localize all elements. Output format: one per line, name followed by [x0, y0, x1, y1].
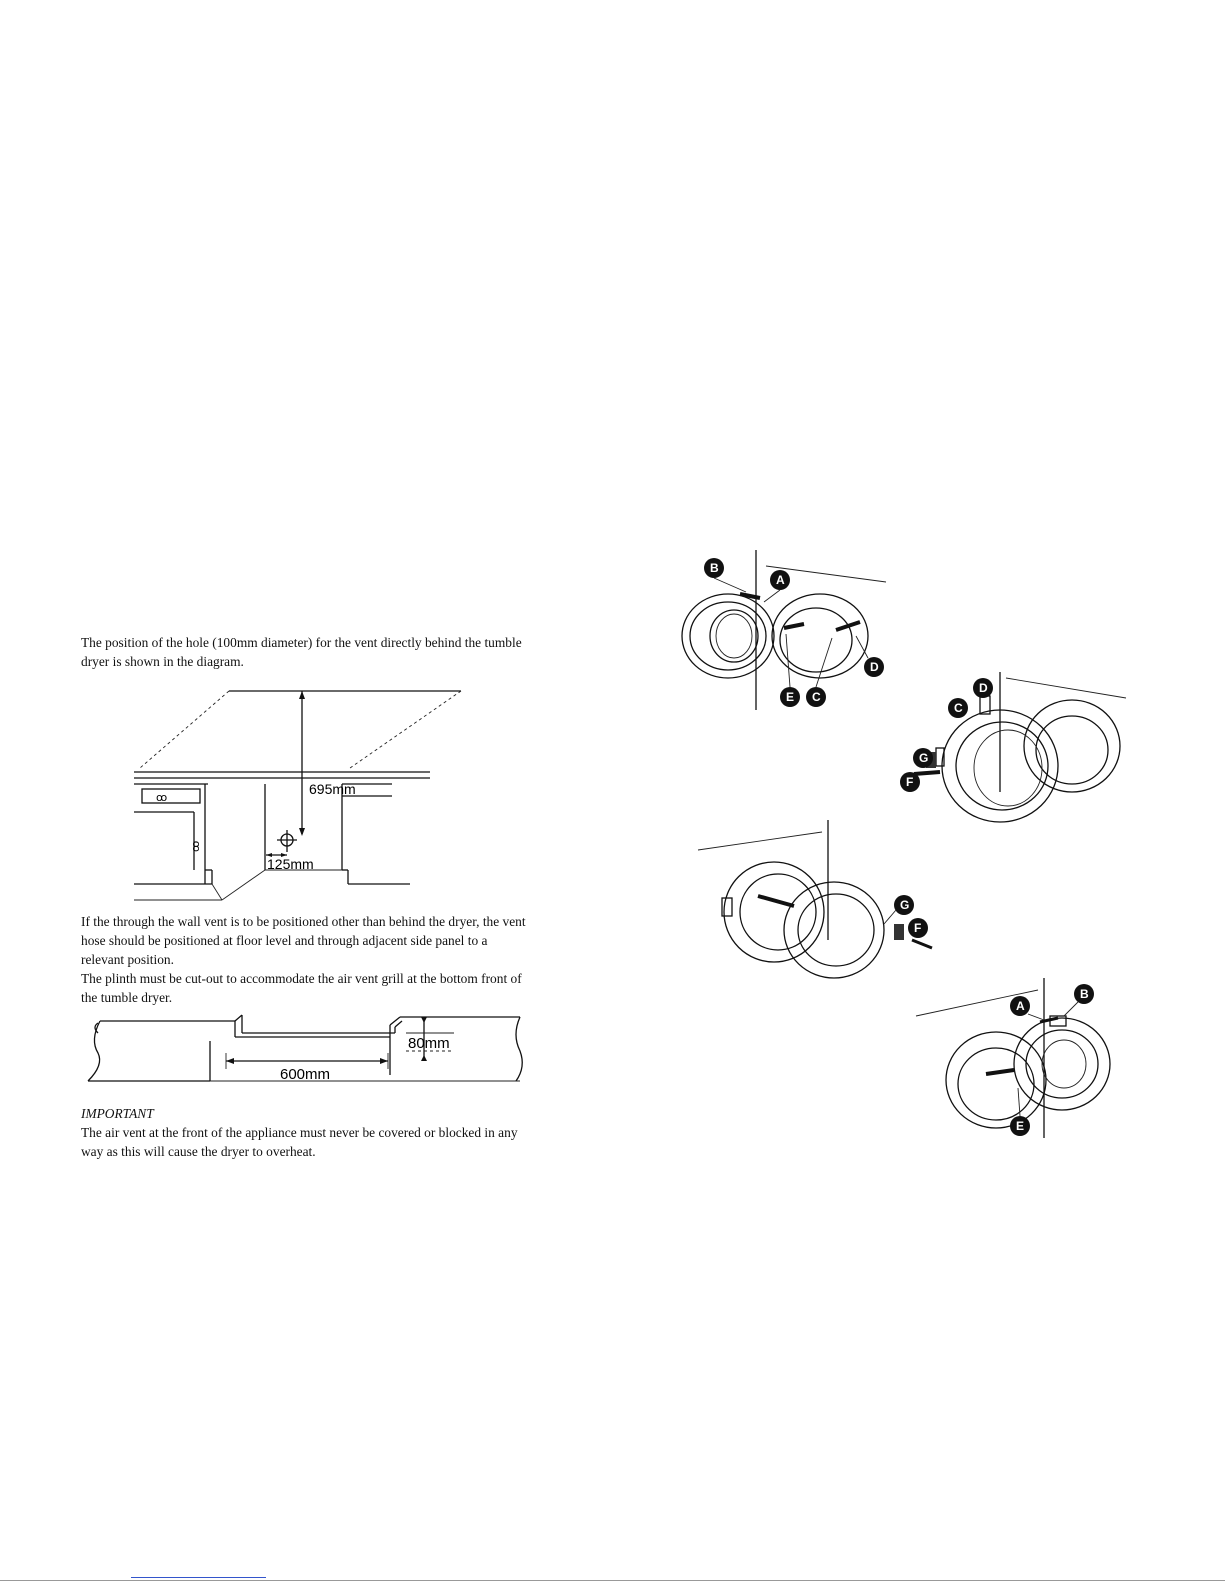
svg-text:C: C — [954, 701, 963, 715]
label-badge — [894, 895, 914, 915]
intro-paragraph — [81, 633, 526, 671]
svg-text:D: D — [979, 681, 988, 695]
svg-text:B: B — [710, 561, 719, 575]
drawer-handle-icon: ꝏ — [156, 792, 168, 804]
intro-text: The position of the hole (100mm diameter) for the vent directly behind the tumble dryer is shown in the diagram. — [81, 635, 522, 669]
door-handle-icon: ꝏ — [190, 840, 202, 852]
plinth-cutout-diagram — [80, 1015, 530, 1090]
wall-vent-paragraph — [81, 912, 526, 1007]
label-badge — [913, 748, 933, 768]
cutout-width-label: 600mm — [280, 1066, 331, 1083]
door-reversal-step-1 — [676, 550, 906, 710]
wall-vent-text-2: The plinth must be cut-out to accommodate the air vent grill at the bottom front of the tumble dryer. — [81, 971, 522, 1005]
label-badge — [780, 687, 800, 707]
page-bottom-rule — [0, 1580, 1225, 1581]
label-badge — [948, 698, 968, 718]
label-badge — [770, 570, 790, 590]
cutout-height-label: 80mm — [408, 1035, 450, 1052]
svg-text:B: B — [1080, 987, 1089, 1001]
door-reversal-step-3 — [698, 820, 948, 985]
svg-text:E: E — [1016, 1119, 1025, 1133]
svg-text:A: A — [776, 573, 785, 587]
svg-text:E: E — [786, 690, 795, 704]
svg-text:F: F — [914, 921, 922, 935]
important-heading: IMPORTANT — [81, 1106, 154, 1121]
label-badge — [806, 687, 826, 707]
label-badge — [1074, 984, 1094, 1004]
important-text: The air vent at the front of the appliance must never be covered or blocked in any way as this will cause the dryer to overheat. — [81, 1125, 518, 1159]
label-badge — [973, 678, 993, 698]
svg-text:G: G — [900, 898, 910, 912]
offset-dimension-label: 125mm — [267, 856, 314, 872]
svg-text:D: D — [870, 660, 879, 674]
label-badge — [1010, 996, 1030, 1016]
label-badge — [704, 558, 724, 578]
svg-text:F: F — [906, 775, 914, 789]
label-badge — [908, 918, 928, 938]
label-badge — [1010, 1116, 1030, 1136]
door-reversal-step-2 — [896, 672, 1131, 832]
important-section — [81, 1104, 526, 1161]
wall-vent-text-1: If the through the wall vent is to be positioned other than behind the dryer, the vent hose should be positioned at floor level and through adjacent side panel to a relevant position. — [81, 914, 526, 967]
footer-link-underline — [131, 1577, 266, 1578]
door-reversal-step-4 — [912, 978, 1117, 1143]
height-dimension-label: 695mm — [309, 781, 356, 797]
svg-text:G: G — [919, 751, 929, 765]
label-badge — [900, 772, 920, 792]
svg-text:A: A — [1016, 999, 1025, 1013]
svg-text:C: C — [812, 690, 821, 704]
vent-position-diagram — [130, 688, 430, 908]
label-badge — [864, 657, 884, 677]
